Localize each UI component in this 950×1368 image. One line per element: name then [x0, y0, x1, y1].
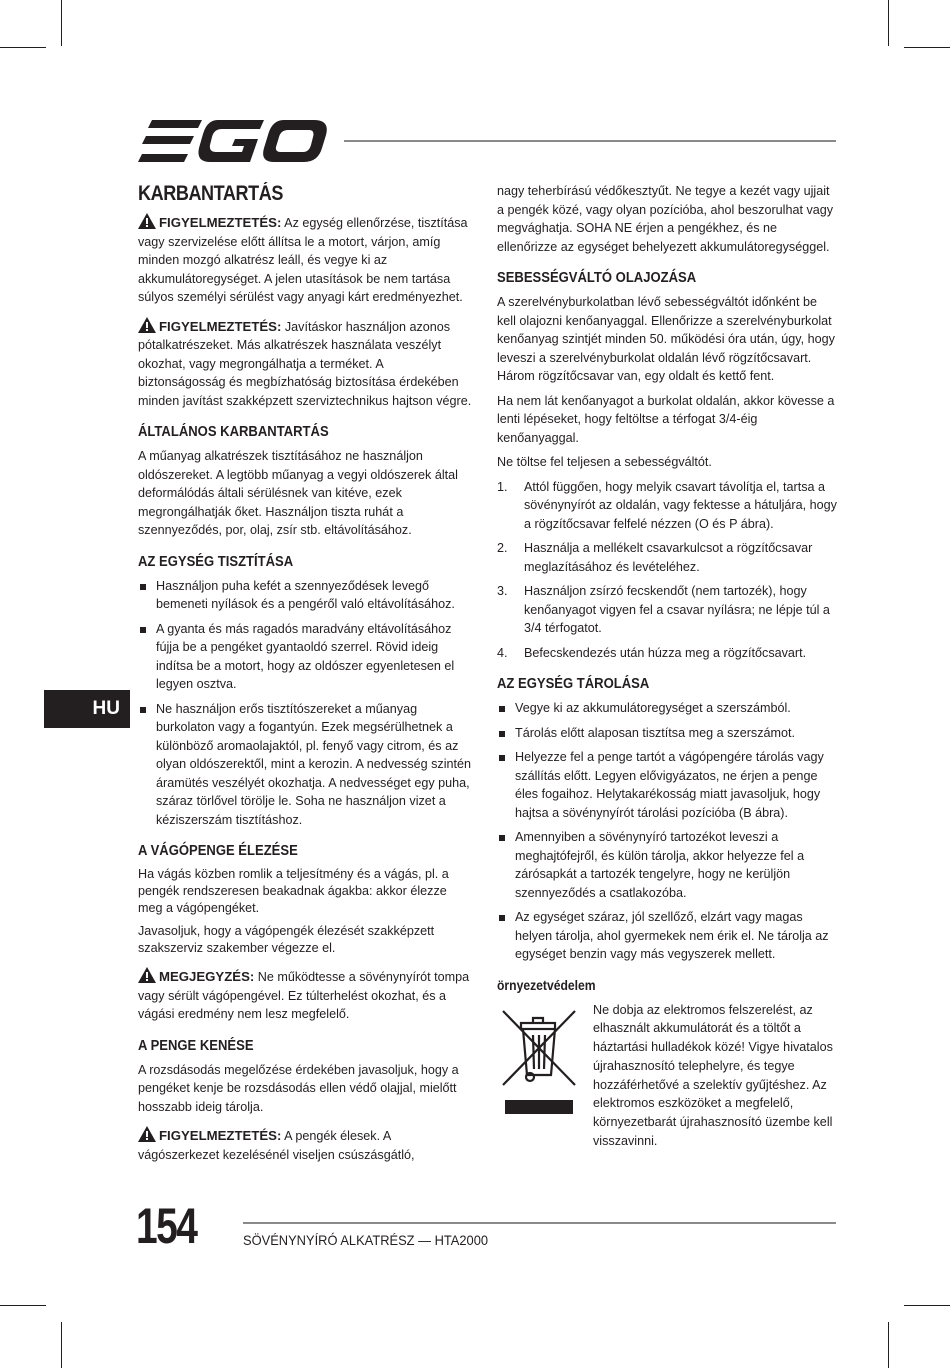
page-title: KARBANTARTÁS	[138, 182, 283, 205]
step-number: 2.	[497, 541, 508, 555]
language-tab-label: HU	[92, 698, 120, 719]
crop-mark	[0, 1305, 46, 1306]
numbered-list	[497, 478, 837, 663]
left-column	[138, 182, 474, 1170]
language-tab	[44, 690, 130, 728]
bullet-list	[138, 577, 474, 830]
warning-triangle-icon	[138, 317, 156, 333]
crop-mark	[0, 47, 46, 48]
list-item	[497, 582, 837, 638]
warning-label: FIGYELMEZTETÉS:	[159, 318, 282, 334]
step-text: Attól függően, hogy melyik csavart távolítja el, tartsa a sövénynyírót az oldalán, vagy fektesse a hátuljára, hogy a rögzítőcsavar felfelé nézzen (O és P ábra).	[524, 479, 837, 531]
crop-mark	[61, 0, 62, 46]
list-item: Tárolás előtt alaposan tisztítsa meg a szerszámot.	[497, 724, 837, 743]
crossed-out-wheelie-bin-icon	[497, 1007, 581, 1087]
paragraph: A műanyag alkatrészek tisztításához ne használjon oldószereket. A legtöbb műanyag a vegyi oldószerek által deformálódás általi sérülésnek van kitéve, ezek megrongálhatják őket. Használjon tiszta ruhát a szennyeződés, por, olaj, zsír stb. eltávolításához.	[138, 449, 458, 537]
step-number: 1.	[497, 479, 508, 494]
list-item: Amennyiben a sövénynyíró tartozékot leveszi a meghajtófejről, és külön tárolja, akkor helyezze fel a zárósapkát a tartozék tengelyre, hogy ne kerüljön szennyeződés a csatlakozóba.	[497, 828, 837, 902]
crop-mark	[904, 47, 950, 48]
paragraph: Ne töltse fel teljesen a sebességváltót.	[497, 455, 712, 469]
recycling-block	[497, 1001, 837, 1157]
warning-block	[138, 213, 474, 307]
list-item: A gyanta és más ragadós maradvány eltávolításához fújja be a pengéket gyantaoldó szerrel. Rövid ideig indítsa be a motort, hogy az oldószer egyenletesen el legyen osztva.	[138, 620, 474, 694]
crop-mark	[61, 1322, 62, 1368]
footer-product: SÖVÉNYNYÍRÓ ALKATRÉSZ — HTA2000	[243, 1232, 489, 1248]
section-heading: SEBESSÉGVÁLTÓ OLAJOZÁSA	[497, 270, 697, 286]
recycle-bar	[505, 1100, 573, 1114]
step-number: 3.	[497, 584, 508, 598]
crop-mark	[904, 1305, 950, 1306]
bullet-list	[497, 699, 837, 964]
header-rule	[344, 140, 836, 142]
step-number: 4.	[497, 645, 508, 660]
paragraph: Javasoljuk, hogy a vágópengék élezését szakképzett szakszerviz szakember végezze el.	[138, 924, 435, 955]
paragraph: A szerelvényburkolatban lévő sebességváltót időnként be kell olajozni kenőanyaggal. Ellenőrizze a szerelvényburkolat kenőanyag szintjét minden 50. működési óra után, úgy, hogy leveszi a szerelvényburkolat oldalán lévő rögzítőcsavart. Három rögzítőcsavar van, egy oldalt és kettő fent.	[497, 295, 835, 383]
warning-text: Az egység ellenőrzése, tisztítása vagy szervizelése előtt állítsa le a motort, várjon, amíg minden mozgó alkatrész leáll, és vegye ki az akkumulátoregységet. A jelen utasítások be nem tartása súlyos személyi sérülést vagy anyagi kárt eredményezhet.	[138, 216, 468, 304]
section-heading: AZ EGYSÉG TISZTÍTÁSA	[138, 553, 294, 570]
warning-block	[138, 317, 474, 411]
list-item	[497, 539, 837, 576]
section-heading: örnyezetvédelem	[497, 977, 596, 993]
list-item: Az egységet száraz, jól szellőző, elzárt vagy magas helyen tárolja, ahol gyermekek nem érik el. Ne tárolja az egységet benzin vagy más vegyszerek mellett.	[497, 908, 837, 964]
section-heading: A VÁGÓPENGE ÉLEZÉSE	[138, 843, 298, 859]
paragraph: Ne dobja az elektromos felszerelést, az elhasznált akkumulátorát és a töltőt a háztartási hulladékok közé! Vigye hivatalos újrahasznosító telephelyre, és tegye hozzáférhetővé a szelektív gyűjtéshez. Az elektromos eszközöket a megfelelő, környezetbarát újrahasznosító üzembe kell visszavinni.	[593, 1002, 833, 1149]
list-item: Helyezze fel a penge tartót a vágópengére tárolás vagy szállítás előtt. Legyen elővigyázatos, ne érjen a penge éles fogaihoz. Helytakarékosság miatt javasoljuk, hogy hajtsa a sövénynyírót tárolási pozícióba (B ábra).	[497, 748, 837, 822]
warning-block	[138, 1126, 474, 1164]
paragraph: Ha vágás közben romlik a teljesítmény és a vágás, pl. a pengék rendszeresen beakadnak ágakba: akkor élezze meg a vágópengéket.	[138, 867, 449, 915]
warning-label: FIGYELMEZTETÉS:	[159, 215, 282, 230]
paragraph: nagy teherbírású védőkesztyűt. Ne tegye a kezét vagy ujjait a pengék közé, vagy olyan pozícióba, ahol beszorulhat vagy megvághatja. SOHA NE érjen a pengékhez, és ne ellenőrizze az egységet behelyezett akkumulátoregységgel.	[497, 184, 834, 254]
paragraph: Ha nem lát kenőanyagot a burkolat oldalán, akkor kövesse a lenti lépéseket, hogy feltöltse a térfogat 3/4-éig kenőanyaggal.	[497, 393, 835, 445]
warning-label: FIGYELMEZTETÉS:	[159, 1128, 282, 1143]
note-label: MEGJEGYZÉS:	[159, 969, 255, 984]
warning-triangle-icon	[138, 1126, 156, 1142]
warning-triangle-icon	[138, 967, 156, 983]
note-text: Ne működtesse a sövénynyírót tompa vagy sérült vágópengével. Ez túlterhelést okozhat, és a vágási eredmény nem lesz megfelelő.	[138, 970, 470, 1021]
ego-logo	[138, 120, 328, 162]
note-block	[138, 967, 474, 1024]
section-heading: ÁLTALÁNOS KARBANTARTÁS	[138, 424, 329, 440]
list-item	[497, 644, 837, 663]
page-number: 154	[136, 1198, 197, 1254]
section-heading: AZ EGYSÉG TÁROLÁSA	[497, 676, 650, 692]
section-heading: A PENGE KENÉSE	[138, 1037, 254, 1054]
step-text: Befecskendezés után húzza meg a rögzítőcsavart.	[524, 645, 807, 660]
footer-rule	[243, 1222, 836, 1224]
recycle-text	[593, 1001, 837, 1157]
list-item: Vegye ki az akkumulátoregységet a szerszámból.	[497, 699, 837, 718]
warning-triangle-icon	[138, 213, 156, 229]
right-column	[497, 182, 837, 1157]
step-text: Használja a mellékelt csavarkulcsot a rögzítőcsavar meglazításához és levételéhez.	[524, 541, 813, 574]
paragraph: A rozsdásodás megelőzése érdekében javasoljuk, hogy a pengéket kenje be rozsdásodás ellen védő olajjal, mielőtt hosszabb ideig tárolja.	[138, 1062, 459, 1114]
step-text: Használjon zsírzó fecskendőt (nem tartozék), hogy kenőanyagot vigyen fel a csavar nyílásra; ne lépje túl a 3/4 térfogatot.	[524, 584, 830, 635]
list-item: Ne használjon erős tisztítószereket a műanyag burkolaton vagy a fogantyún. Ezek megsérülhetnek a különböző aromaolajaktól, pl. fenyő vagy citrom, és az olyan oldószerektől, mint a kerozin. A nedvesség szintén áramütés veszélyét okozhatja. A nedvességet egy puha, száraz törlővel törölje le. Soha ne használjon vizet a kéziszerszám tisztításhoz.	[138, 700, 474, 830]
crop-mark	[888, 0, 889, 46]
list-item: Használjon puha kefét a szennyeződések levegő bemeneti nyílások és a pengéről való eltávolításához.	[138, 577, 474, 614]
warning-text: A pengék élesek. A vágószerkezet kezelésénél viseljen csúszásgátló,	[138, 1129, 415, 1162]
warning-text: Javításkor használjon azonos pótalkatrészeket. Más alkatrészek használata veszélyt okozhat, vagy megrongálhatja a terméket. A biztonságosság és megbízhatóság biztosítása érdekében minden javítást szakképzett szerviztechnikus hajtson végre.	[138, 319, 472, 408]
crop-mark	[888, 1322, 889, 1368]
list-item	[497, 478, 837, 534]
recycle-icon-wrap	[497, 1001, 583, 1157]
